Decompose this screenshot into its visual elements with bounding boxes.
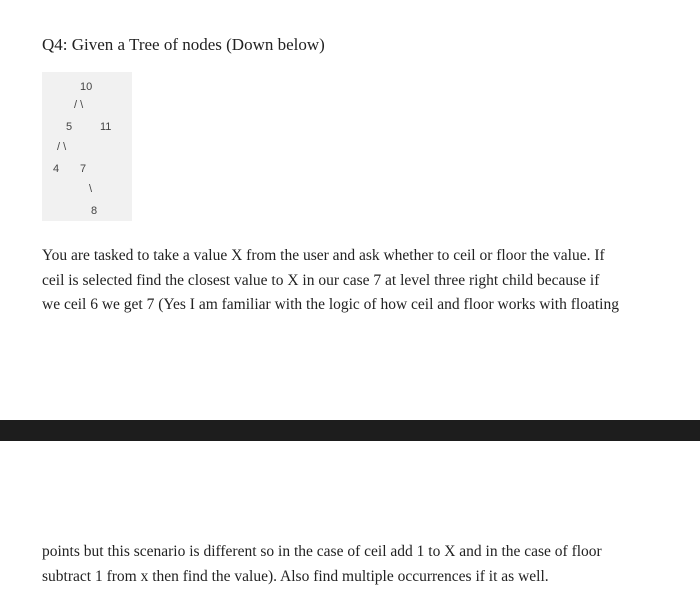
question-title: Q4: Given a Tree of nodes (Down below): [42, 34, 325, 56]
paragraph-line: subtract 1 from x then find the value). Also find multiple occurrences if it as well.: [42, 565, 672, 589]
paragraph-line: You are tasked to take a value X from the user and ask whether to ceil or floor the value. If: [42, 244, 672, 269]
page-break-bar: [0, 420, 700, 441]
paragraph-line: ceil is selected find the closest value to X in our case 7 at level three right child because if: [42, 269, 672, 294]
tree-branch-root: / \: [74, 99, 83, 112]
problem-paragraph-1: [42, 244, 672, 318]
tree-branch-7: \: [89, 183, 92, 196]
tree-node-10: 10: [80, 81, 92, 94]
paragraph-line: points but this scenario is different so in the case of ceil add 1 to X and in the case of floor: [42, 540, 672, 565]
paragraph-line: we ceil 6 we get 7 (Yes I am familiar with the logic of how ceil and floor works with floating: [42, 293, 672, 318]
tree-node-11: 11: [100, 121, 111, 134]
tree-node-8: 8: [91, 205, 97, 218]
tree-node-7: 7: [80, 163, 86, 176]
tree-code-block: [42, 72, 132, 221]
tree-branch-5: / \: [57, 141, 66, 154]
tree-node-5: 5: [66, 121, 72, 134]
problem-paragraph-2: [42, 540, 672, 589]
tree-node-4: 4: [53, 163, 59, 176]
